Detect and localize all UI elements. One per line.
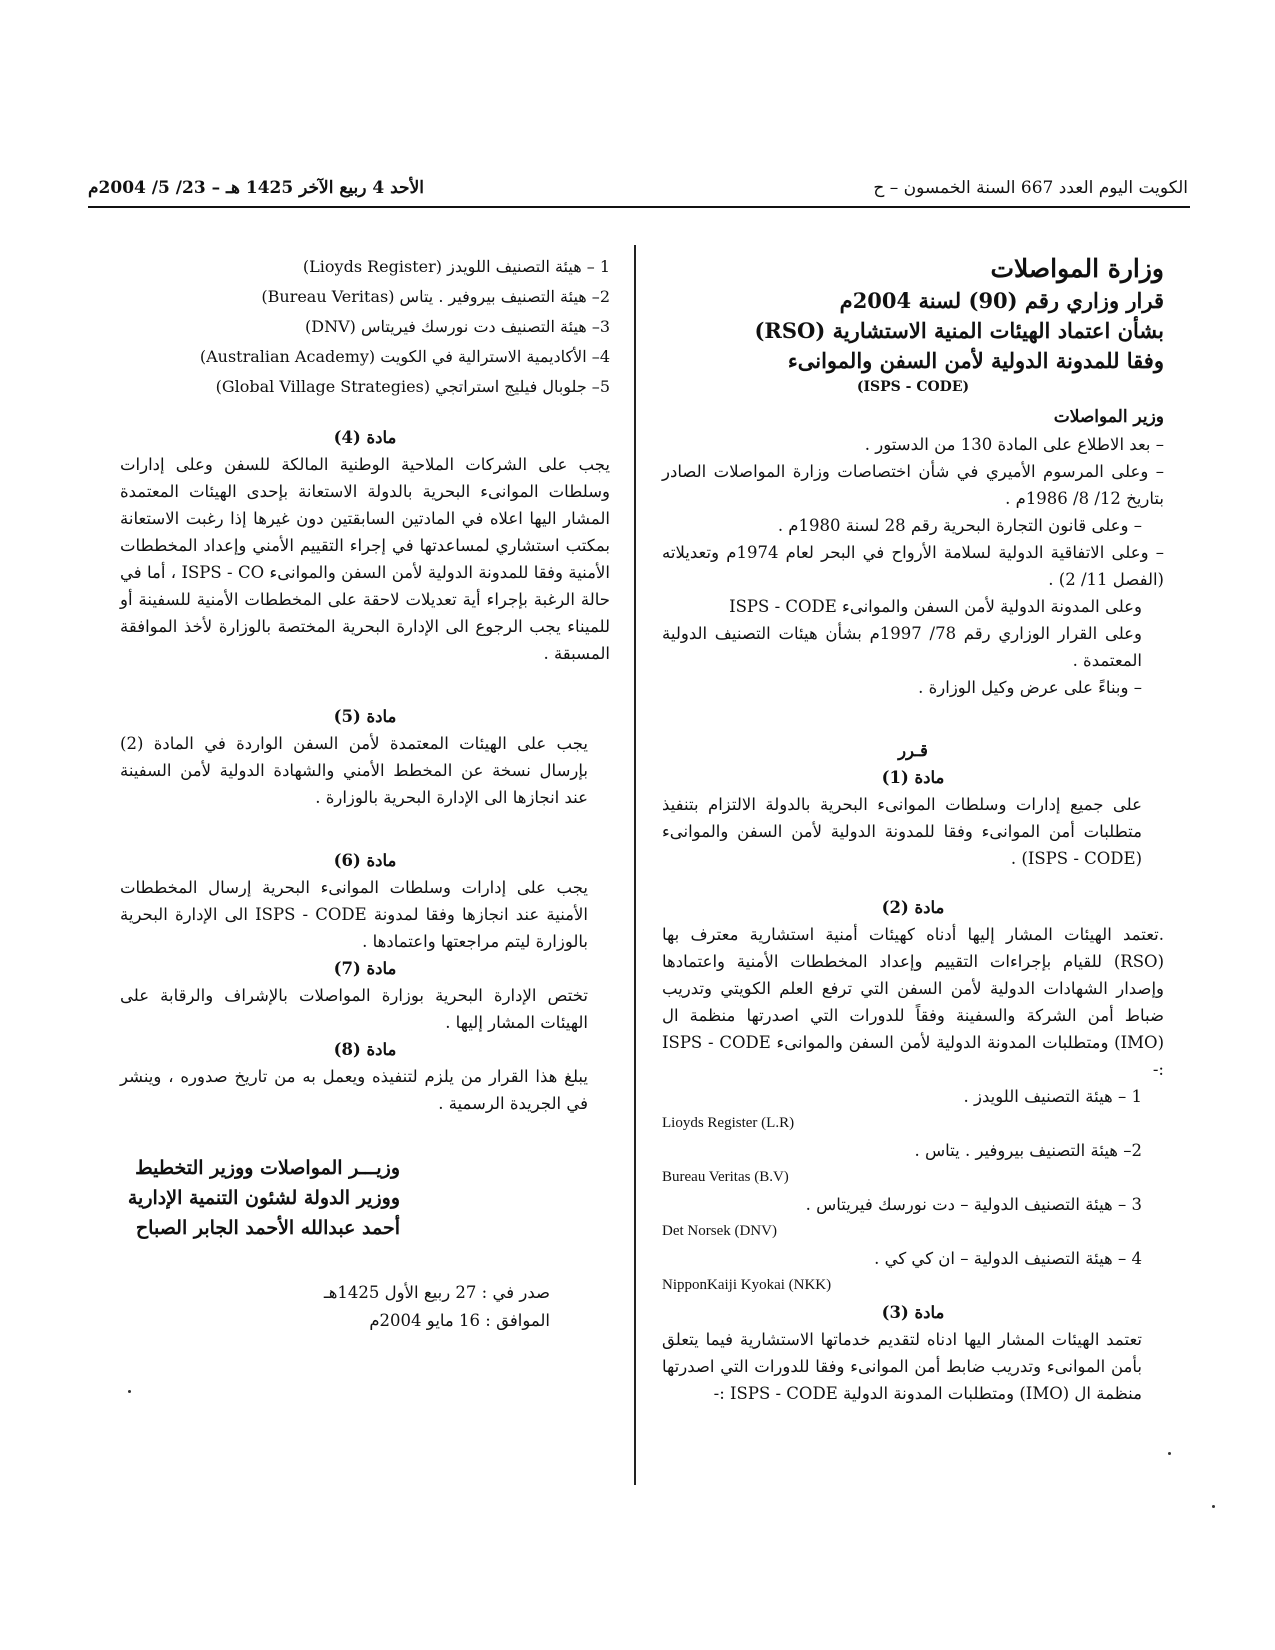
article-2-text: .تعتمد الهيئات المشار إليها أدناه كهيئات أمنية استشارية معترف بها (RSO) للقيام بإجراءات التقييم وإعداد المخططات الأمنية واعتمادها وإصدار الشهادات الدولية لأمن السفن التي ترفع العلم الكويتي وتدريب ضباط أمن الشركة والسفينة وفقاً للدورات التي اصدرتها منظمة ال (IMO) ومتطلبات المدونة الدولية لأمن السفن والموانىء ISPS - CODE :-: [662, 925, 1165, 1079]
scan-speck: [128, 1390, 131, 1393]
header-rule: [88, 206, 1190, 208]
preamble-1: – بعد الاطلاع على المادة 130 من الدستور .: [864, 435, 1164, 454]
ministry-title: وزارة المواصلات: [990, 254, 1164, 283]
rso-item-4-en: NipponKaiji Kyokai (NKK): [662, 1277, 832, 1293]
article-1-heading: مادة (1): [881, 768, 945, 787]
preamble-4: – وعلى الاتفاقية الدولية لسلامة الأرواح في البحر لعام 1974م وتعديلاته (الفصل 11/ 2) .: [662, 543, 1164, 589]
list-item: 3– هيئة التصنيف دت نورسك فيريتاس (DNV): [304, 317, 610, 336]
article-3-heading: مادة (3): [881, 1303, 945, 1322]
header-date: الأحد 4 ربيع الآخر 1425 هـ – 23/ 5/ 2004م: [88, 178, 424, 198]
article-5-heading: مادة (5): [333, 707, 397, 726]
rso-item-2: 2– هيئة التصنيف بيروفير . يتاس .: [914, 1141, 1142, 1160]
preamble-2: – وعلى المرسوم الأميري في شأن اختصاصات وزارة المواصلات الصادر بتاريخ 12/ 8/ 1986م .: [662, 462, 1164, 508]
decided-heading: قـرر: [898, 741, 928, 760]
signature-line-1: وزيـــر المواصلات ووزير التخطيط: [135, 1157, 400, 1179]
article-4-heading: مادة (4): [333, 428, 397, 447]
article-7-heading: مادة (7): [333, 959, 397, 978]
decree-title-3: وفقا للمدونة الدولية لأمن السفن والموانىء: [787, 348, 1164, 373]
decree-code: (ISPS - CODE): [856, 379, 970, 395]
rso-item-3: 3 – هيئة التصنيف الدولية – دت نورسك فيريتاس .: [805, 1195, 1142, 1214]
article-6-text: يجب على إدارات وسلطات الموانىء البحرية إرسال المخططات الأمنية عند انجازها وفقا لمدونة ISPS - CODE الى الإدارة البحرية بالوزارة ليتم مراجعتها واعتمادها .: [120, 878, 589, 951]
article-7-text: تختص الإدارة البحرية بوزارة المواصلات بالإشراف والرقابة على الهيئات المشار إليها .: [120, 986, 588, 1032]
rso-item-1-en: Lioyds Register (L.R): [662, 1115, 795, 1131]
rso-item-3-en: Det Norsek (DNV): [662, 1223, 777, 1239]
scan-speck: [1212, 1505, 1215, 1508]
article-8-text: يبلغ هذا القرار من يلزم لتنفيذه ويعمل به من تاريخ صدوره ، وينشر في الجريدة الرسمية .: [120, 1067, 588, 1113]
decree-title-1: قرار وزاري رقم (90) لسنة 2004م: [839, 288, 1164, 313]
list-item: 4– الأكاديمية الاسترالية في الكويت (Australian Academy): [199, 347, 610, 366]
right-column: [662, 252, 1164, 1407]
preamble-7: – وبناءً على عرض وكيل الوزارة .: [918, 678, 1142, 697]
article-6-heading: مادة (6): [333, 851, 397, 870]
article-1-text: على جميع إدارات وسلطات الموانىء البحرية بالدولة الالتزام بتنفيذ متطلبات أمن الموانىء وفقا للمدونة الدولية لأمن السفن والموانىء (ISPS - CODE) .: [662, 795, 1142, 868]
page-header: [88, 178, 1188, 206]
header-issue: الكويت اليوم العدد 667 السنة الخمسون – ح: [873, 178, 1188, 198]
article-4-text: يجب على الشركات الملاحية الوطنية المالكة للسفن وعلى إدارات وسلطات الموانىء البحرية بالدولة الاستعانة بإحدى الهيئات المعتمدة المشار اليها اعلاه في المادتين السابقتين دون غيرها إذا رغبت الاستعانة بمكتب استشاري لمساعدتها في إجراء التقييم الأمني وإعداد المخططات الأمنية وفقا للمدونة الدولية لأمن السفن والموانىء ISPS - CO ، أما في حالة الرغبة بإجراء أية تعديلات لاحقة على المخططات الأمنية للسفينة أو للميناء يجب الرجوع الى الإدارة البحرية المختصة بالوزارة لأخذ الموافقة المسبقة .: [120, 455, 610, 663]
rso-item-2-en: Bureau Veritas (B.V): [662, 1169, 789, 1185]
rso-item-4: 4 – هيئة التصنيف الدولية – ان كي كي .: [874, 1249, 1142, 1268]
list-item: 5– جلوبال فيليج استراتجي (Global Village Strategies): [215, 377, 610, 396]
column-divider: [634, 245, 636, 1485]
article-2-heading: مادة (2): [881, 898, 945, 917]
list-item: 2– هيئة التصنيف بيروفير . يتاس (Bureau Veritas): [261, 287, 610, 306]
list-item: 1 – هيئة التصنيف اللويدز (Lioyds Register): [302, 257, 610, 276]
signature-line-2: ووزير الدولة لشئون التنمية الإدارية: [127, 1187, 400, 1209]
decree-title-2: بشأن اعتماد الهيئات المنية الاستشارية (RSO): [754, 318, 1164, 343]
scan-speck: [1168, 1452, 1171, 1455]
corresponding-date: الموافق : 16 مايو 2004م: [369, 1311, 550, 1330]
preamble-6: وعلى القرار الوزاري رقم 78/ 1997م بشأن هيئات التصنيف الدولية المعتمدة .: [662, 624, 1142, 670]
article-3-text: تعتمد الهيئات المشار اليها ادناه لتقديم خدماتها الاستشارية فيما يتعلق بأمن الموانىء وتدريب ضابط أمن الموانىء وفقا للدورات التي اصدرتها منظمة ال (IMO) ومتطلبات المدونة الدولية ISPS - CODE :-: [662, 1330, 1142, 1403]
left-column: [120, 252, 610, 1335]
preamble-3: – وعلى قانون التجارة البحرية رقم 28 لسنة 1980م .: [777, 516, 1142, 535]
rso-item-1: 1 – هيئة التصنيف اللويدز .: [963, 1087, 1142, 1106]
signature-name: أحمد عبدالله الأحمد الجابر الصباح: [135, 1217, 400, 1239]
issued-date: صدر في : 27 ربيع الأول 1425هـ: [323, 1283, 550, 1302]
article-5-text: يجب على الهيئات المعتمدة لأمن السفن الواردة في المادة (2) بإرسال نسخة عن المخطط الأمني والشهادة الدولية لأمن السفينة عند انجازها الى الإدارة البحرية بالوزارة .: [120, 734, 588, 807]
minister-heading: وزير المواصلات: [1053, 407, 1164, 427]
article-8-heading: مادة (8): [333, 1040, 397, 1059]
consultancy-list: [120, 252, 610, 402]
preamble-5: وعلى المدونة الدولية لأمن السفن والموانىء ISPS - CODE: [729, 597, 1142, 616]
